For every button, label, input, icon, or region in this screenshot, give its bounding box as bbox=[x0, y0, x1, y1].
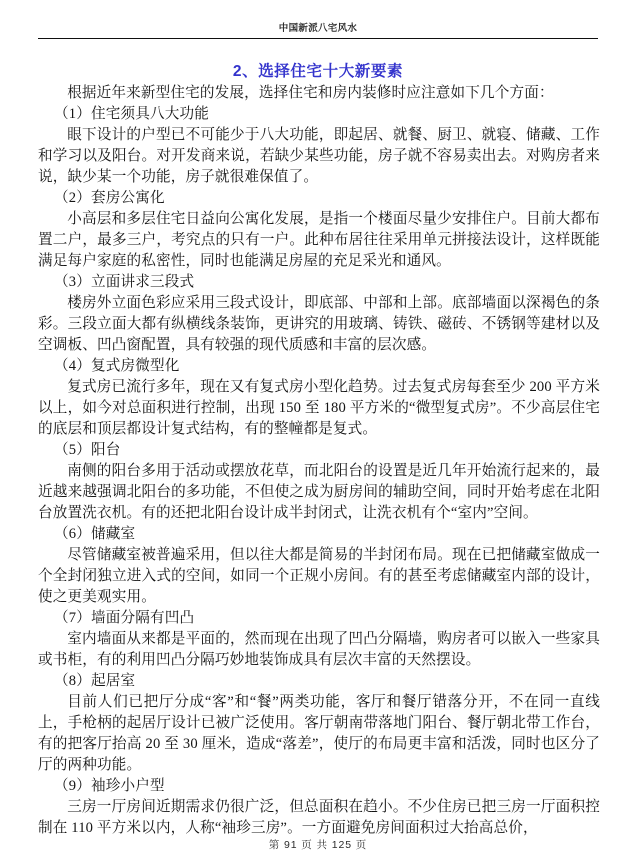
section-heading-1: （1）住宅须具八大功能 bbox=[54, 106, 209, 122]
document-body bbox=[38, 83, 600, 839]
header-divider bbox=[38, 38, 598, 39]
page-header bbox=[38, 22, 598, 47]
section-heading-3: （3）立面讲求三段式 bbox=[54, 274, 195, 290]
section-text-2: 小高层和多层住宅日益向公寓化发展，是指一个楼面尽量少安排住户。目前大都布置二户，最多三户，考究点的只有一户。此种布居往往采用单元拼接法设计，这样既能满足每户家庭的私密性，同时也能满足房屋的充足采光和通风。 bbox=[38, 211, 600, 269]
section-text-7: 室内墙面从来都是平面的，然而现在出现了凹凸分隔墙，购房者可以嵌入一些家具或书柜，有的利用凹凸分隔巧妙地装饰成具有层次丰富的天然摆设。 bbox=[38, 631, 600, 668]
section-heading-7: （7）墙面分隔有凹凸 bbox=[54, 610, 195, 626]
section-text-9: 三房一厅房间近期需求仍很广泛，但总面积在趋小。不少住房已把三房一厅面积控制在 110 平方米以内，人称“袖珍三房”。一方面避免房间面积过大抬高总价， bbox=[38, 799, 600, 836]
page-footer bbox=[38, 838, 598, 852]
page-number: 第 91 页 共 125 页 bbox=[268, 839, 368, 851]
section-heading-8: （8）起居室 bbox=[54, 673, 136, 689]
section-text-8: 目前人们已把厅分成“客”和“餐”两类功能，客厅和餐厅错落分开，不在同一直线上，手枪柄的起居厅设计已被广泛使用。客厅朝南带落地门阳台、餐厅朝北带工作台，有的把客厅抬高 20 至 30 厘米，造成“落差”，使厅的布局更丰富和活泼，同时也区分了厅的两种功能。 bbox=[38, 694, 600, 773]
section-heading-4: （4）复式房微型化 bbox=[54, 358, 180, 374]
running-header-title: 中国新派八宅风水 bbox=[278, 23, 358, 34]
section-heading-2: （2）套房公寓化 bbox=[54, 190, 165, 206]
intro-paragraph: 根据近年来新型住宅的发展，选择住宅和房内装修时应注意如下几个方面： bbox=[67, 85, 554, 101]
section-text-4: 复式房已流行多年，现在又有复式房小型化趋势。过去复式房每套至少 200 平方米以上，如今对总面积进行控制，出现 150 至 180 平方米的“微型复式房”。不少高层住宅的底层和顶层都设计复式结构，有的整幢都是复式。 bbox=[38, 379, 600, 437]
section-heading-5: （5）阳台 bbox=[54, 442, 121, 458]
section-text-1: 眼下设计的户型已不可能少于八大功能，即起居、就餐、厨卫、就寝、储藏、工作和学习以及阳台。对开发商来说，若缺少某些功能，房子就不容易卖出去。对购房者来说，缺少某一个功能，房子就很难保值了。 bbox=[38, 127, 600, 185]
section-heading-9: （9）袖珍小户型 bbox=[54, 778, 165, 794]
section-text-6: 尽管储藏室被普遍采用，但以往大都是简易的半封闭布局。现在已把储藏室做成一个全封闭独立进入式的空间，如同一个正规小房间。有的甚至考虑储藏室内部的设计，使之更美观实用。 bbox=[38, 547, 600, 605]
page-title: 2、选择住宅十大新要素 bbox=[232, 63, 404, 81]
section-text-5: 南侧的阳台多用于活动或摆放花草，而北阳台的设置是近几年开始流行起来的，最近越来越强调北阳台的多功能，不但使之成为厨房间的辅助空间，同时开始考虑在北阳台放置洗衣机。有的还把北阳台设计成半封闭式，让洗衣机有个“室内”空间。 bbox=[38, 463, 600, 521]
section-text-3: 楼房外立面色彩应采用三段式设计，即底部、中部和上部。底部墙面以深褐色的条彩。三段立面大都有纵横线条装饰，更讲究的用玻璃、铸铁、磁砖、不锈钢等建材以及空调板、凹凸窗配置，具有较强的现代质感和丰富的层次感。 bbox=[38, 295, 600, 353]
section-heading-6: （6）储藏室 bbox=[54, 526, 136, 542]
